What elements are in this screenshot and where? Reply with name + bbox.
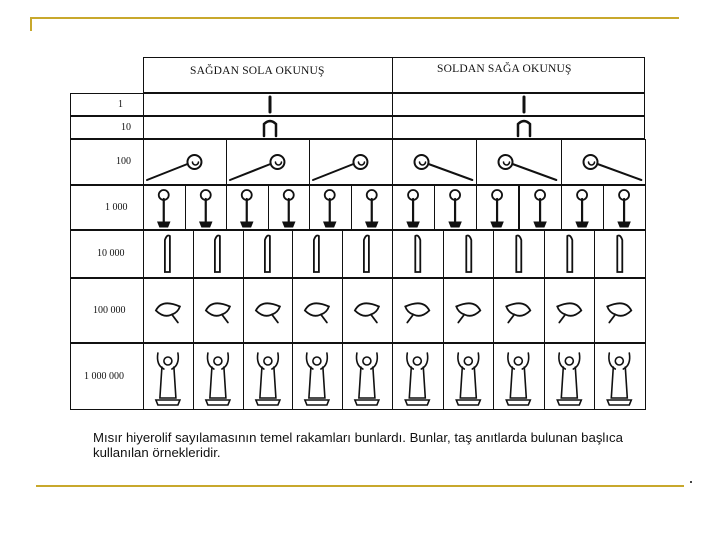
- coil-of-rope-icon: [392, 139, 476, 185]
- stroke-icon: [258, 93, 282, 116]
- lotus-plant-icon: [268, 185, 310, 230]
- tadpole-icon: [493, 278, 544, 343]
- coil-of-rope-icon: [226, 139, 309, 185]
- heh-god-icon: [544, 343, 595, 410]
- caption-text: Mısır hiyerolif sayılamasının temel rakamları bunlardı. Bunlar, taş anıtlarda bulunan başlıca kullanılan örnekleridir.: [93, 430, 623, 460]
- heh-god-icon: [243, 343, 293, 410]
- lotus-plant-icon: [519, 185, 561, 230]
- stray-dot: [690, 481, 692, 483]
- coil-of-rope-icon: [143, 139, 226, 185]
- stroke-icon: [512, 93, 536, 116]
- tadpole-icon: [143, 278, 193, 343]
- finger-icon: [243, 230, 293, 278]
- row-label: 1 000 000: [84, 370, 124, 382]
- lotus-plant-icon: [185, 185, 227, 230]
- finger-icon: [493, 230, 544, 278]
- coil-of-rope-icon: [561, 139, 645, 185]
- finger-icon: [292, 230, 342, 278]
- lotus-plant-icon: [603, 185, 645, 230]
- heh-god-icon: [443, 343, 494, 410]
- row-label: 10 000: [97, 248, 125, 259]
- tadpole-icon: [342, 278, 392, 343]
- header-right-to-left: SAĞDAN SOLA OKUNUŞ: [190, 65, 325, 77]
- tadpole-icon: [292, 278, 342, 343]
- tadpole-icon: [193, 278, 243, 343]
- lotus-plant-icon: [392, 185, 434, 230]
- heel-bone-icon: [258, 116, 282, 139]
- heh-god-icon: [193, 343, 243, 410]
- finger-icon: [143, 230, 193, 278]
- lotus-plant-icon: [434, 185, 476, 230]
- slide-corner-tick: [30, 17, 32, 31]
- finger-icon: [443, 230, 494, 278]
- slide-bottom-rule: [36, 485, 684, 487]
- row-label: 1 000: [105, 201, 128, 213]
- row-label: 1: [118, 98, 123, 110]
- heh-god-icon: [594, 343, 645, 410]
- tadpole-icon: [443, 278, 494, 343]
- row-label-cell: [70, 93, 144, 116]
- lotus-plant-icon: [561, 185, 603, 230]
- tadpole-icon: [594, 278, 645, 343]
- row-label: 10: [121, 121, 131, 133]
- finger-icon: [544, 230, 595, 278]
- finger-icon: [594, 230, 645, 278]
- header-left-to-right: SOLDAN SAĞA OKUNUŞ: [437, 63, 572, 75]
- coil-of-rope-icon: [476, 139, 560, 185]
- heh-god-icon: [392, 343, 443, 410]
- lotus-plant-icon: [476, 185, 518, 230]
- heh-god-icon: [143, 343, 193, 410]
- lotus-plant-icon: [351, 185, 393, 230]
- coil-of-rope-icon: [309, 139, 392, 185]
- heel-bone-icon: [512, 116, 536, 139]
- row-label: 100 000: [93, 304, 126, 316]
- finger-icon: [342, 230, 392, 278]
- row-label-cell: [70, 116, 144, 139]
- slide-top-rule: [30, 17, 679, 19]
- row-label: 100: [116, 156, 131, 167]
- finger-icon: [193, 230, 243, 278]
- heh-god-icon: [342, 343, 392, 410]
- lotus-plant-icon: [143, 185, 185, 230]
- finger-icon: [392, 230, 443, 278]
- lotus-plant-icon: [309, 185, 351, 230]
- tadpole-icon: [392, 278, 443, 343]
- row-label-cell: [70, 139, 144, 185]
- tadpole-icon: [544, 278, 595, 343]
- lotus-plant-icon: [226, 185, 268, 230]
- tadpole-icon: [243, 278, 293, 343]
- heh-god-icon: [292, 343, 342, 410]
- heh-god-icon: [493, 343, 544, 410]
